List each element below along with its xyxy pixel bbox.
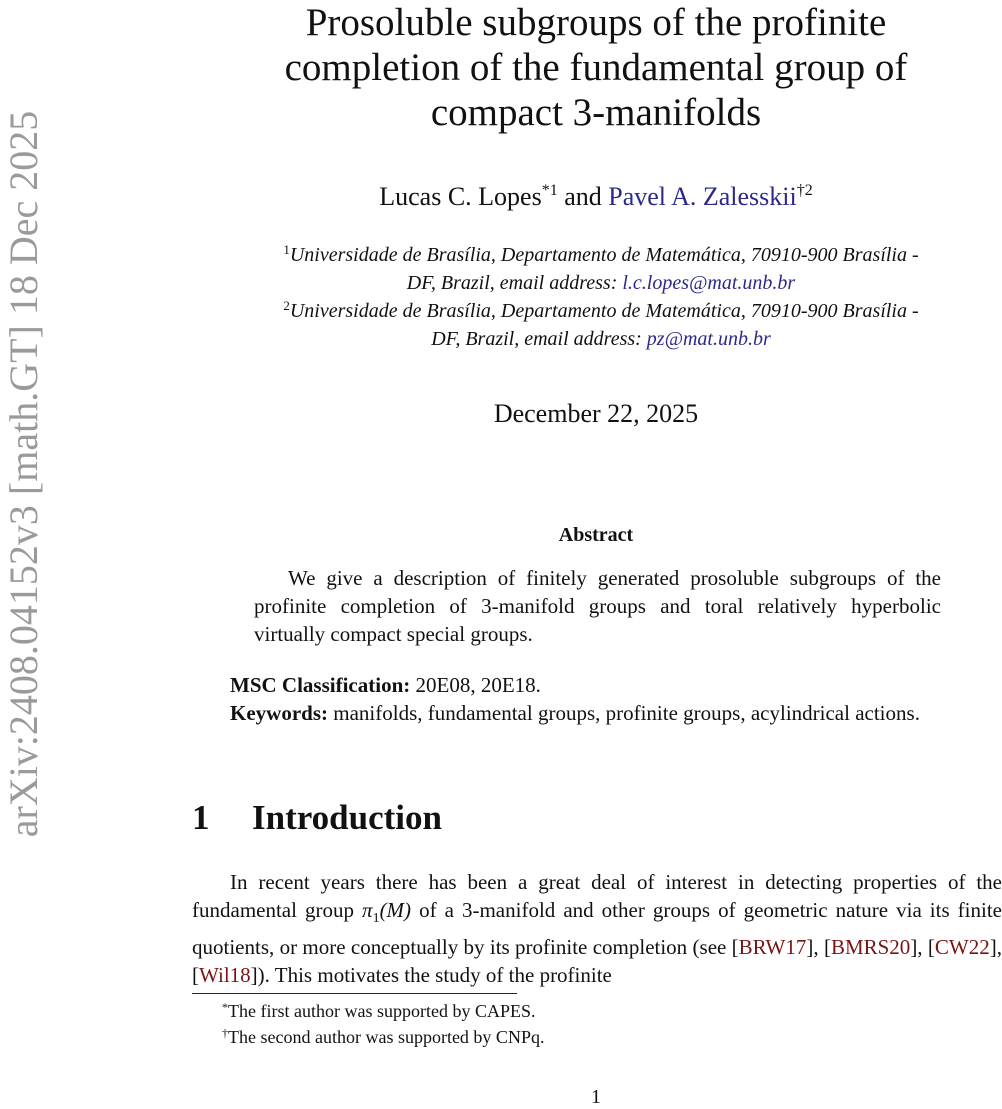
- msc-classification: [192, 671, 1002, 699]
- citation-link[interactable]: Wil18: [199, 963, 251, 988]
- affiliation-number: 2: [283, 298, 290, 313]
- email-link[interactable]: l.c.lopes@mat.unb.br: [622, 272, 796, 294]
- footnote: [222, 1024, 1002, 1050]
- affiliations: [200, 241, 1002, 353]
- citation-link[interactable]: CW22: [934, 935, 990, 960]
- msc-value: 20E08, 20E18.: [410, 673, 541, 697]
- footnote-divider: [192, 993, 517, 994]
- affiliation-email-prefix: DF, Brazil, email address:: [406, 272, 623, 294]
- section-heading: [192, 796, 442, 840]
- affiliation-number: 1: [283, 242, 290, 257]
- citation-link[interactable]: BMRS20: [830, 935, 911, 960]
- paper-title: [190, 0, 1002, 135]
- arxiv-identifier-stamp: arXiv:2408.04152v3 [math.GT] 18 Dec 2025: [1, 110, 46, 838]
- math-argument: (M): [379, 898, 412, 922]
- author-connector: and: [564, 182, 602, 211]
- abstract-heading: Abstract: [558, 524, 634, 546]
- affiliation-email-prefix: DF, Brazil, email address:: [431, 328, 647, 350]
- keywords: [192, 699, 1002, 727]
- section-number: 1: [192, 798, 210, 837]
- author-marks-second: †2: [796, 182, 813, 199]
- author-name-first: Lucas C. Lopes: [379, 182, 542, 211]
- title-line: completion of the fundamental group of: [284, 46, 908, 89]
- math-subscript: 1: [372, 911, 380, 927]
- paper-date: December 22, 2025: [493, 399, 699, 428]
- author-marks-first: *1: [541, 182, 558, 199]
- abstract-text: We give a description of finitely generated prosoluble subgroups of the profinite completion of 3-manifold groups and toral relatively hyperbolic virtually compact special groups.: [254, 566, 941, 646]
- section-title-text: Introduction: [252, 798, 442, 837]
- introduction-paragraph: In recent years there has been a great deal of interest in detecting properties of the fundamental group $\pi_1(M)$ of a 3-manifold and other groups of geometric nature via its finite quotients, or more conceptually by its profinite completion (see [BRW17], [BMRS20], [CW22], [Wil18]). This motivates the study of the profinite: [192, 870, 1002, 988]
- footnote: [222, 998, 1002, 1024]
- keywords-value: manifolds, fundamental groups, profinite groups, acylindrical actions.: [328, 701, 920, 725]
- page-number: 1: [591, 1086, 601, 1108]
- title-line: compact 3-manifolds: [430, 91, 762, 134]
- author-list: [190, 181, 1002, 213]
- keywords-label: Keywords:: [230, 701, 328, 725]
- affiliation-2: [200, 297, 1002, 353]
- footnote-mark: †: [222, 1026, 228, 1040]
- citation-link[interactable]: BRW17: [738, 935, 807, 960]
- affiliation-1: [200, 241, 1002, 297]
- intro-text: of a 3-manifold and other groups of geometric nature via its finite quotients, or more conceptually by its profinite completion (see: [192, 898, 1002, 960]
- intro-text: In recent years there has been a great deal of interest in detecting properties of the fundamental group: [192, 870, 1002, 922]
- title-line: Prosoluble subgroups of the profinite: [305, 1, 887, 44]
- footnote-mark: *: [222, 1000, 228, 1014]
- math-pi: π: [362, 898, 373, 922]
- intro-text: ). This motivates the study of the profinite: [257, 963, 612, 988]
- msc-label: MSC Classification:: [230, 673, 411, 697]
- affiliation-text: Universidade de Brasília, Departamento de Matemática, 70910-900 Brasília -: [289, 244, 919, 266]
- footnotes: [222, 998, 1002, 1050]
- author-link-second[interactable]: Pavel A. Zalesskii: [608, 182, 797, 211]
- paper-metadata: [192, 671, 1002, 727]
- footnote-text: The second author was supported by CNPq.: [228, 1027, 545, 1047]
- affiliation-text: Universidade de Brasília, Departamento de Matemática, 70910-900 Brasília -: [289, 300, 919, 322]
- email-link[interactable]: pz@mat.unb.br: [646, 328, 771, 350]
- footnote-text: The first author was supported by CAPES.: [228, 1001, 536, 1021]
